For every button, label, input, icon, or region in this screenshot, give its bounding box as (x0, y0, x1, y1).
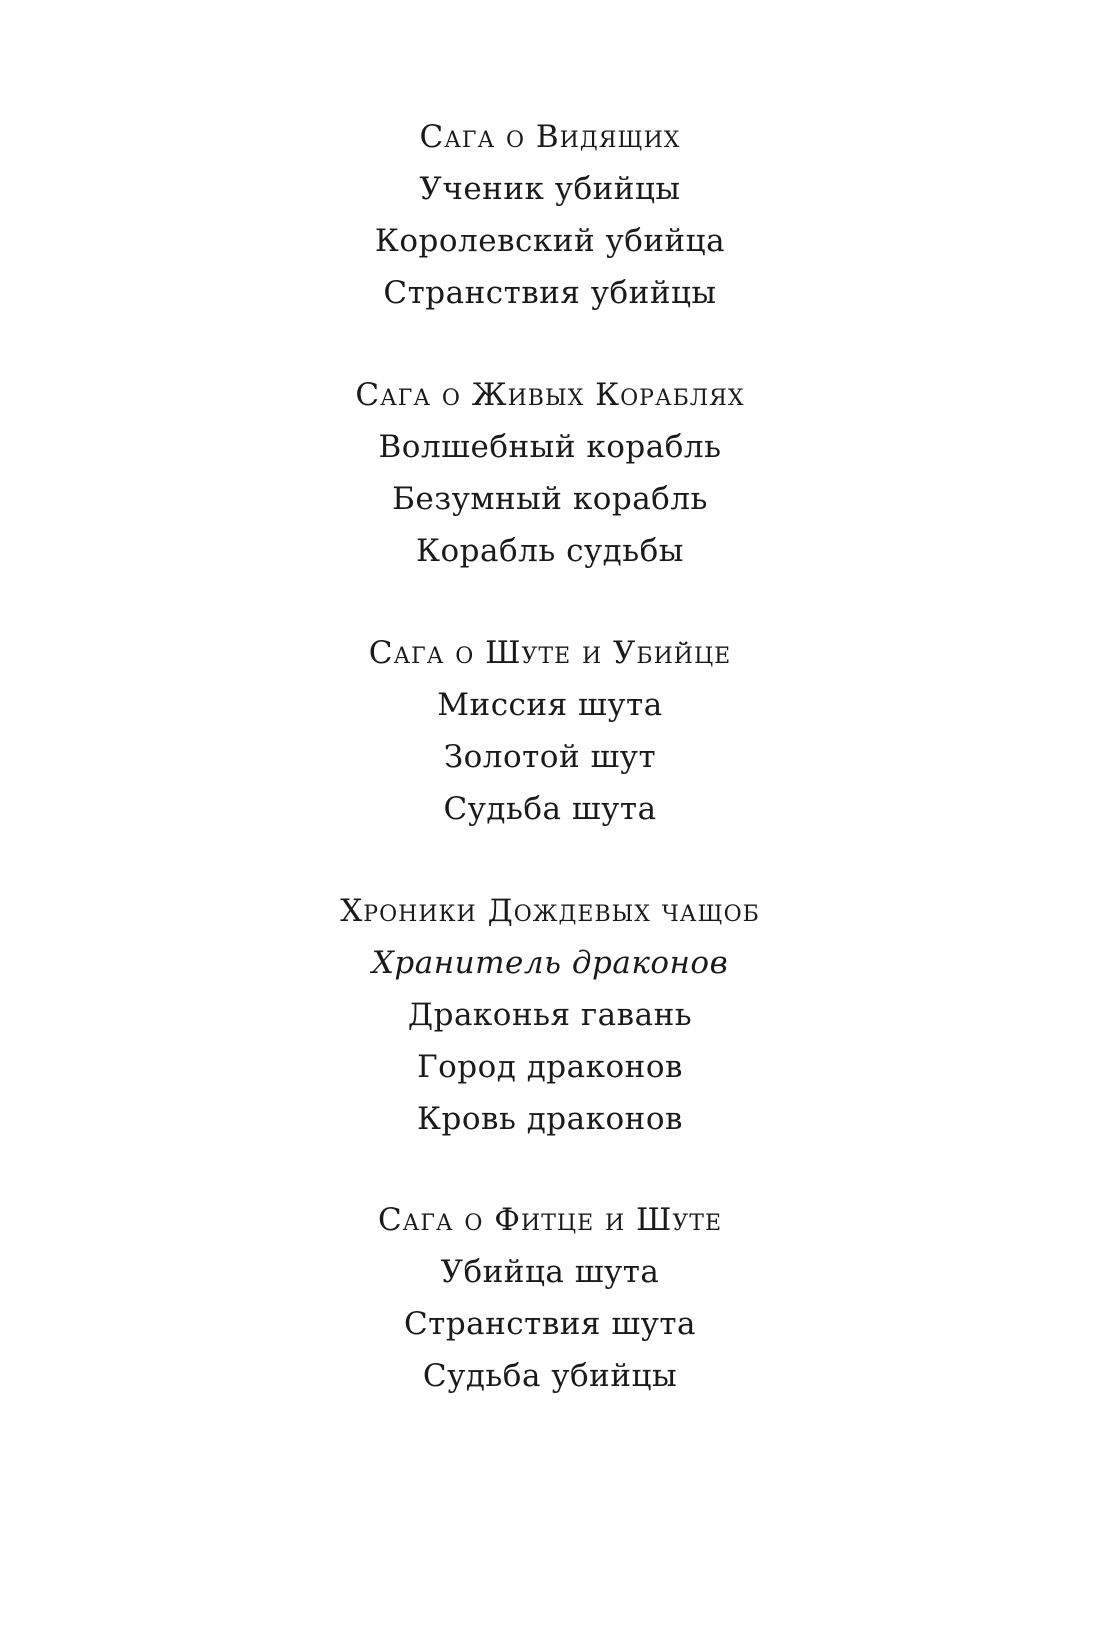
book-title: Странствия шута (403, 1306, 697, 1342)
book-title: Безумный корабль (392, 481, 708, 517)
series-block-liveship (0, 369, 1100, 577)
book-title: Кровь драконов (417, 1101, 683, 1137)
series-title: Сага о Фитце и Шуте (377, 1202, 723, 1238)
book-title: Королевский убийца (374, 223, 726, 259)
book-title: Убийца шута (440, 1254, 660, 1290)
book-title: Корабль судьбы (416, 533, 684, 569)
series-title: Хроники Дождевых чащоб (340, 893, 760, 929)
book-title: Судьба убийцы (422, 1358, 678, 1394)
book-title: Драконья гавань (407, 997, 693, 1033)
book-title: Город драконов (417, 1049, 683, 1085)
series-title: Сага о Шуте и Убийце (368, 635, 732, 671)
series-title: Сага о Видящих (419, 119, 681, 155)
book-title: Ученик убийцы (419, 171, 681, 207)
book-title: Волшебный корабль (378, 429, 722, 465)
book-title-current: Хранитель драконов (371, 945, 729, 981)
series-block-rain-wilds (0, 885, 1100, 1145)
series-block-fitz-and-fool (0, 1194, 1100, 1402)
series-block-tawny-man (0, 627, 1100, 835)
series-block-farseer (0, 111, 1100, 319)
book-title: Судьба шута (443, 791, 657, 827)
book-title: Миссия шута (437, 687, 663, 723)
book-title: Золотой шут (443, 739, 657, 775)
book-title: Странствия убийцы (383, 275, 717, 311)
series-title: Сага о Живых Кораблях (355, 377, 745, 413)
